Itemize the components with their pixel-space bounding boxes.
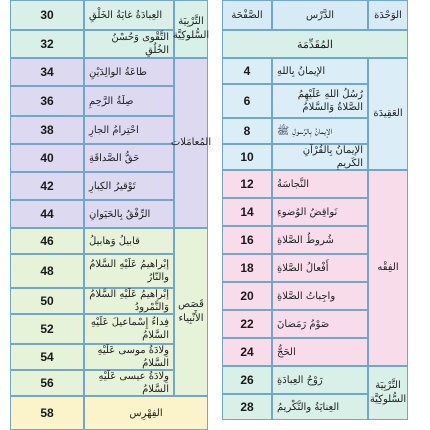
lesson-cell bbox=[84, 58, 174, 86]
lesson-cell bbox=[84, 370, 174, 396]
lesson-cell bbox=[272, 170, 368, 198]
page-number-text: 20 bbox=[240, 289, 254, 303]
lesson-cell bbox=[272, 310, 368, 338]
lesson-cell bbox=[272, 366, 368, 394]
page-number-text: 4 bbox=[243, 64, 251, 78]
lesson-cell bbox=[84, 116, 174, 144]
page-number-text: 32 bbox=[40, 37, 54, 51]
page-number bbox=[10, 200, 84, 228]
lesson-cell bbox=[84, 200, 174, 228]
page-number bbox=[222, 394, 272, 420]
lesson-cell-text: الإيمانُ بِالقُرْآنِ الكَريمِ bbox=[302, 145, 363, 169]
page-number-text: 12 bbox=[240, 177, 254, 191]
page-number-text: 34 bbox=[40, 65, 54, 79]
lesson-cell bbox=[84, 0, 174, 30]
page-number bbox=[222, 118, 272, 144]
lesson-cell-text: إبْراهيمُ عَلَيْهِ السَّلامُ وَالنَّمْرودُ bbox=[89, 289, 169, 313]
lesson-cell-text: وِلادَةُ موسى عَلَيْهِ السَّلامُ bbox=[97, 345, 169, 369]
page-number bbox=[222, 198, 272, 226]
page-number bbox=[10, 172, 84, 200]
page-number-text: 14 bbox=[240, 205, 254, 219]
page-number-text: 10 bbox=[240, 150, 254, 164]
page-number-text: 44 bbox=[40, 207, 54, 221]
page-number bbox=[10, 370, 84, 396]
lesson-cell bbox=[84, 86, 174, 116]
page-number bbox=[222, 366, 272, 394]
page-number bbox=[10, 288, 84, 314]
page-number bbox=[222, 84, 272, 118]
lesson-cell bbox=[272, 394, 368, 420]
lesson-cell bbox=[272, 58, 368, 84]
lesson-cell bbox=[84, 288, 174, 314]
unit-cell bbox=[174, 228, 208, 396]
unit-cell-text: العَقِيدَة bbox=[373, 108, 403, 119]
unit-cell bbox=[368, 366, 408, 420]
page-number bbox=[222, 226, 272, 254]
page-number-text: 8 bbox=[243, 124, 251, 138]
lesson-cell bbox=[272, 84, 368, 118]
page-number-text: 28 bbox=[240, 400, 254, 414]
unit-cell bbox=[170, 58, 212, 228]
page-number-text: 48 bbox=[40, 264, 54, 278]
lesson-cell-text: الإيمانُ بِالرَّسولِ ﷺ bbox=[277, 125, 333, 137]
lesson-cell-text: إبْراهيمُ عَلَيْهِ السَّلامُ والنّارُ bbox=[89, 259, 169, 283]
lesson-cell-text: أَفْعالُ الصَّلاةِ bbox=[277, 262, 329, 274]
lesson-cell-text: تَوْقيرُ الكِبارِ bbox=[89, 180, 136, 192]
lesson-cell bbox=[84, 172, 174, 200]
page-number bbox=[10, 0, 84, 30]
page-number bbox=[10, 254, 84, 288]
unit-cell bbox=[368, 170, 408, 366]
unit-cell bbox=[174, 0, 208, 58]
page-number bbox=[222, 338, 272, 366]
page-number-text: 50 bbox=[40, 294, 54, 308]
lesson-cell bbox=[272, 282, 368, 310]
header-unit bbox=[368, 0, 408, 30]
page-number-text: 46 bbox=[40, 234, 54, 248]
lesson-cell-text: رَوْحُ العِبادَةِ bbox=[277, 374, 323, 386]
page-number-text: 38 bbox=[40, 123, 54, 137]
lesson-cell bbox=[272, 118, 368, 144]
unit-cell-text: التَّرْبِيَة السُّلوكِيَّة bbox=[172, 16, 210, 41]
lesson-cell-text: واجِباتُ الصَّلاةِ bbox=[277, 290, 336, 302]
page-number-text: 24 bbox=[240, 345, 254, 359]
page-number bbox=[10, 58, 84, 86]
lesson-cell bbox=[84, 314, 174, 344]
lesson-cell-text: الإيمانُ بِاللهِ bbox=[277, 65, 326, 77]
page-number bbox=[10, 344, 84, 370]
lesson-cell-text: العِنايَةُ والتَّكْريمُ bbox=[277, 401, 340, 413]
page-number-text: 16 bbox=[240, 233, 254, 247]
toc-table-left bbox=[10, 0, 212, 430]
lesson-cell bbox=[84, 344, 174, 370]
lesson-cell bbox=[272, 338, 368, 366]
unit-cell bbox=[368, 58, 408, 170]
page-number-text: 30 bbox=[40, 8, 54, 22]
lesson-cell bbox=[272, 198, 368, 226]
page-number bbox=[10, 86, 84, 116]
intro-row-text: المُقَدِّمَة bbox=[297, 37, 333, 51]
index-page-text: 58 bbox=[40, 406, 54, 420]
toc-table-right bbox=[222, 0, 408, 430]
page-number-text: 40 bbox=[40, 151, 54, 165]
lesson-cell-text: احْتِرامُ الجارِ bbox=[89, 124, 139, 136]
header-page bbox=[222, 0, 272, 30]
lesson-cell-text: شُروطُ الصَّلاةِ bbox=[277, 234, 334, 246]
page-number bbox=[222, 58, 272, 84]
page-number bbox=[10, 228, 84, 254]
lesson-cell bbox=[272, 144, 368, 170]
lesson-cell bbox=[84, 228, 174, 254]
page-number bbox=[10, 116, 84, 144]
header-lesson bbox=[272, 0, 368, 30]
header-page-text: الصَّفْحَة bbox=[231, 9, 263, 21]
page-number bbox=[10, 144, 84, 172]
lesson-cell-text: الحَجُّ bbox=[277, 346, 296, 358]
lesson-cell bbox=[272, 226, 368, 254]
page-number bbox=[222, 170, 272, 198]
header-lesson-text: الدَّرْس bbox=[305, 9, 335, 21]
page-number bbox=[222, 310, 272, 338]
lesson-cell bbox=[84, 144, 174, 172]
lesson-cell-text: رُسُلُ اللهِ عَلَيْهِمُ الصَّلاةُ وَالسَّلامُ bbox=[297, 89, 363, 113]
lesson-cell-text: فِداءُ إِسْماعيلَ عَلَيْهِ السَّلامُ bbox=[90, 317, 169, 341]
unit-cell-text: التَّرْبِيَة السُّلوكِيَّة bbox=[369, 380, 407, 405]
page-number-text: 52 bbox=[40, 322, 54, 336]
page-number-text: 54 bbox=[40, 350, 54, 364]
lesson-cell-text: صَوْمُ رَمَضانَ bbox=[277, 318, 330, 330]
lesson-cell-text: وِلادَةُ عيسى عَلَيْهِ السَّلامُ bbox=[98, 371, 169, 395]
lesson-cell-text: النَّجاسَةُ bbox=[277, 178, 310, 190]
page-number-text: 18 bbox=[240, 261, 254, 275]
index-page bbox=[10, 396, 84, 430]
unit-cell-text: المُعامَلات bbox=[170, 137, 212, 148]
page-number-text: 26 bbox=[240, 373, 254, 387]
page-number bbox=[222, 254, 272, 282]
lesson-cell-text: صِلَةُ الرَّحِمِ bbox=[89, 95, 134, 107]
page-number-text: 6 bbox=[243, 94, 251, 108]
page-number bbox=[10, 314, 84, 344]
page-number-text: 22 bbox=[240, 317, 254, 331]
lesson-cell bbox=[84, 254, 174, 288]
page-number-text: 42 bbox=[40, 179, 54, 193]
page-number bbox=[222, 282, 272, 310]
lesson-cell bbox=[272, 254, 368, 282]
unit-cell-text: الفِقْه bbox=[377, 262, 399, 273]
lesson-cell-text: حَقُّ الصَّداقَةِ bbox=[89, 152, 140, 164]
page-number bbox=[10, 30, 84, 58]
page-number-text: 56 bbox=[40, 376, 54, 390]
index-lesson bbox=[84, 396, 208, 430]
header-unit-text: الوَحْدَة bbox=[374, 9, 402, 21]
page-number-text: 36 bbox=[40, 94, 54, 108]
unit-cell-text: قَصَص الأَنْبِياء bbox=[178, 299, 204, 324]
index-lesson-text: الفِهْرِس bbox=[129, 407, 163, 419]
lesson-cell-text: الرِّفْقُ بِالحَيَوانِ bbox=[89, 208, 151, 220]
intro-row bbox=[222, 30, 408, 58]
lesson-cell-text: التَّقْوى وَحُسْنُ الخُلُقِ bbox=[111, 32, 169, 56]
page-number bbox=[222, 144, 272, 170]
lesson-cell-text: طاعَةُ الوالِدَيْنِ bbox=[89, 66, 147, 78]
lesson-cell-text: نَواقِضُ الوُضوءِ bbox=[277, 206, 338, 218]
lesson-cell-text: العِبادَةُ غايَةُ الخَلْقِ bbox=[89, 9, 163, 21]
lesson-cell bbox=[84, 30, 174, 58]
lesson-cell-text: قابيلُ وَهابيلُ bbox=[89, 235, 140, 247]
